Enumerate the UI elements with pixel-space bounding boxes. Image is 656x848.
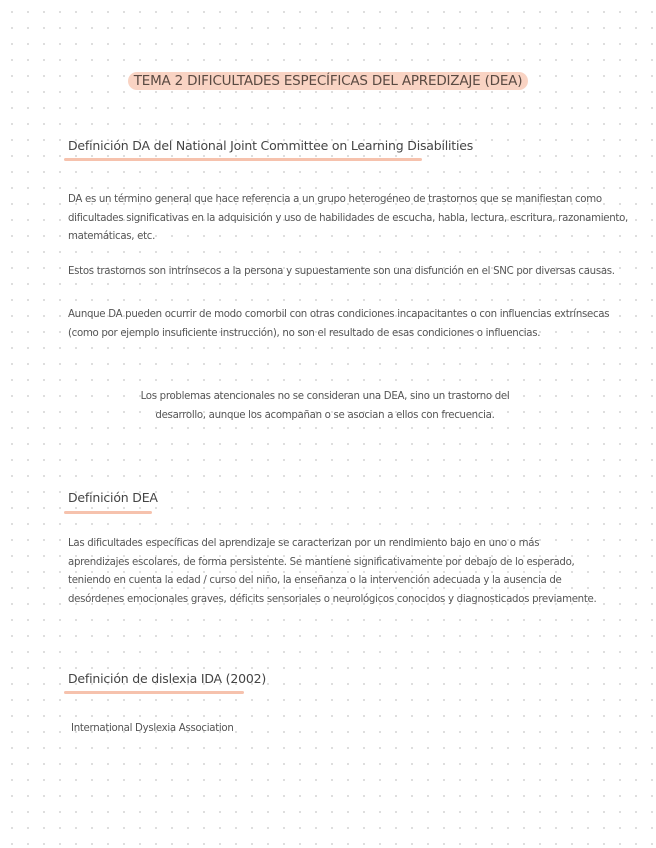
- heading-underline: [64, 511, 152, 514]
- note-attention-problems: Los problemas atencionales no se consideran una DEA, sino un trastorno del desarrollo, aunque los acompañan o se asocian a ellos con frecuencia.: [140, 391, 510, 421]
- paragraph-da-definition: DA es un término general que hace referencia a un grupo heterogéneo de trastornos que se manifiestan como dificultades significativas en la adquisición y uso de habilidades de escucha, habla, lectura, escritura, razonamiento, matemáticas, etc.: [68, 194, 628, 242]
- section-heading-dea: Definición DEA: [68, 490, 158, 505]
- title-container: [0, 70, 656, 90]
- paragraph-da-intrinsic: Estos trastornos son intrínsecos a la persona y supuestamente son una disfunción en el SNC por diversas causas.: [68, 266, 615, 277]
- section-heading-dyslexia: Definición de dislexia IDA (2002): [68, 671, 267, 686]
- heading-underline: [64, 158, 422, 161]
- paragraph-ida: International Dyslexia Association: [71, 723, 234, 734]
- section-heading-da: Definición DA del National Joint Committee on Learning Disabilities: [68, 138, 474, 153]
- paragraph-da-comorbid: Aunque DA pueden ocurrir de modo comorbil con otras condiciones incapacitantes o con influencias extrínsecas (como por ejemplo insuficiente instrucción), no son el resultado de esas condiciones o influencias.: [68, 309, 610, 339]
- heading-underline: [64, 691, 244, 694]
- paragraph-dea-definition: Las dificultades específicas del aprendizaje se caracterizan por un rendimiento bajo en uno o más aprendizajes escolares, de forma persistente. Se mantiene significativamente por debajo de lo esperado, teniendo en cuenta la edad / curso del niño, la enseñanza o la intervención adecuada y la ausencia de desórdenes emocionales graves, déficits sensoriales o neurológicos conocidos y diagnosticados previamente.: [68, 538, 597, 605]
- page-title: TEMA 2 DIFICULTADES ESPECÍFICAS DEL APREDIZAJE (DEA): [128, 72, 529, 90]
